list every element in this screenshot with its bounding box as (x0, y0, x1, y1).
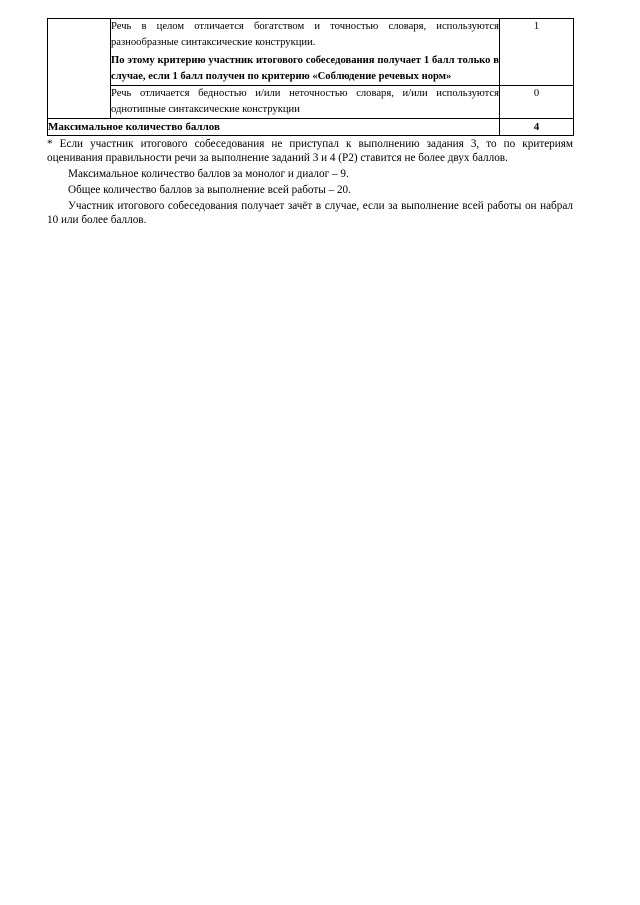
criterion-description: Речь отличается бедностью и/или неточностью словаря, и/или используются однотипные синтаксические конструкции (111, 88, 499, 115)
total-max-note: Общее количество баллов за выполнение всей работы – 20. (68, 184, 351, 196)
max-score-value: 4 (500, 119, 574, 136)
criterion-score: 1 (500, 19, 574, 86)
document-page (47, 18, 573, 227)
max-score-label: Максимальное количество баллов (48, 119, 500, 136)
table-row (48, 86, 574, 119)
criterion-score: 0 (500, 86, 574, 119)
criterion-note: По этому критерию участник итогового собеседования получает 1 балл только в случае, если 1 балл получен по критерию «Соблюдение речевых норм» (111, 55, 499, 82)
max-score-row (48, 119, 574, 136)
footnotes (47, 137, 573, 227)
asterisk-footnote: * Если участник итогового собеседования не приступал к выполнению задания 3, то по критериям оценивания правильности речи за выполнение заданий 3 и 4 (Р2) ставится не более двух баллов. (47, 138, 573, 164)
criterion-description-cell (111, 86, 500, 119)
criteria-table (47, 18, 574, 136)
criterion-description-cell (111, 19, 500, 86)
criterion-description: Речь в целом отличается богатством и точностью словаря, используются разнообразные синтаксические конструкции. (111, 21, 499, 48)
table-row (48, 19, 574, 86)
pass-condition-note: Участник итогового собеседования получает зачёт в случае, если за выполнение всей работы он набрал 10 или более баллов. (47, 200, 573, 226)
criterion-id-cell (48, 19, 111, 119)
max-monolog-dialog-note: Максимальное количество баллов за монолог и диалог – 9. (68, 168, 349, 180)
